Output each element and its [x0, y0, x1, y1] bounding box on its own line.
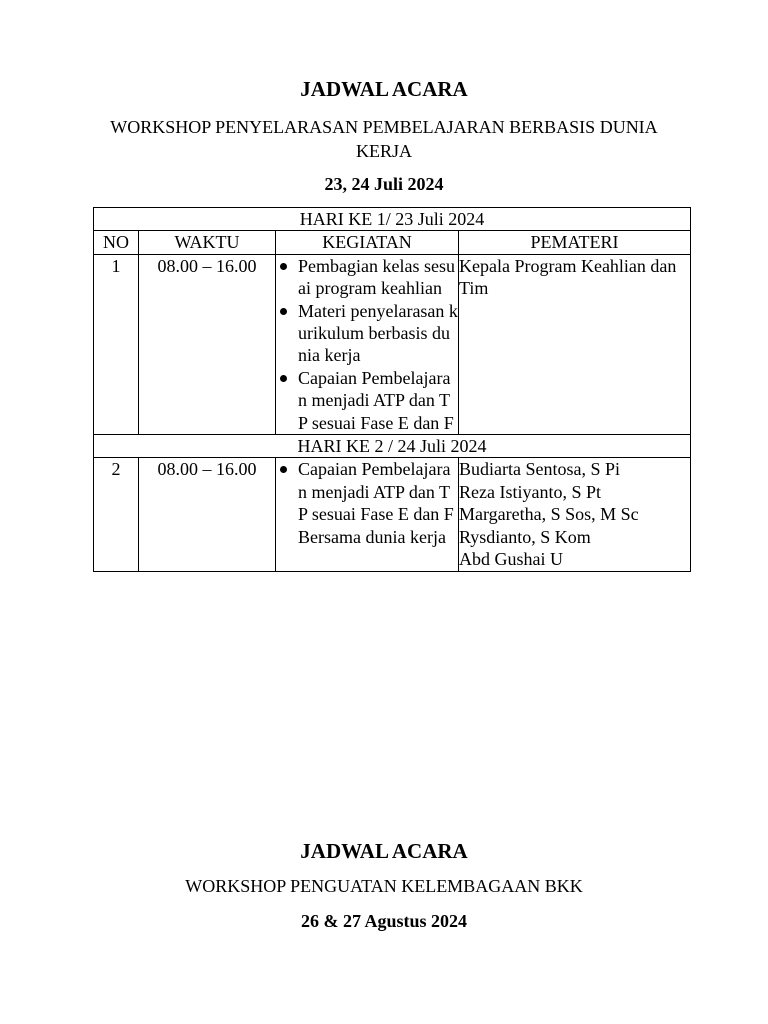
- column-header-no: NO: [94, 231, 139, 254]
- row-time: 08.00 – 16.00: [139, 458, 276, 571]
- activity-item: [276, 300, 458, 367]
- speaker-name: Abd Gushai U: [459, 549, 563, 570]
- day-header: HARI KE 1/ 23 Juli 2024: [94, 208, 691, 231]
- bullet-icon: [280, 263, 287, 270]
- activity-item: [276, 458, 458, 525]
- bullet-icon: [280, 466, 287, 473]
- activity-cell: [276, 254, 459, 434]
- table-row: [94, 254, 691, 434]
- row-time: 08.00 – 16.00: [139, 254, 276, 434]
- day-header: HARI KE 2 / 24 Juli 2024: [94, 435, 691, 458]
- activity-item: [276, 367, 458, 434]
- activity-cell: [276, 458, 459, 571]
- activity-text: Pembagian kelas sesuai program keahlian: [298, 255, 455, 299]
- activity-list: [276, 458, 458, 525]
- speaker-name: Margaretha, S Sos, M Sc: [459, 504, 639, 525]
- workshop-subtitle: WORKSHOP PENGUATAN KELEMBAGAAN BKK: [185, 876, 583, 896]
- speaker-name: Rysdianto, S Kom: [459, 526, 591, 547]
- bullet-icon: [280, 308, 287, 315]
- activity-item: [276, 255, 458, 300]
- speaker-name: Kepala Program Keahlian dan Tim: [459, 255, 677, 299]
- agenda-title: JADWAL ACARA: [300, 839, 468, 863]
- speaker-name: Reza Istiyanto, S Pt: [459, 481, 601, 502]
- day-header-row: [94, 435, 691, 458]
- bullet-icon: [280, 375, 287, 382]
- speaker-name: Budiarta Sentosa, S Pi: [459, 459, 620, 480]
- activity-note: Bersama dunia kerja: [298, 526, 446, 547]
- schedule-table: [93, 207, 691, 572]
- row-number: 1: [94, 254, 139, 434]
- workshop-subtitle: WORKSHOP PENYELARASAN PEMBELAJARAN BERBASIS DUNIA KERJA: [110, 117, 658, 161]
- column-header-row: [94, 231, 691, 254]
- activity-text: Capaian Pembelajaran menjadi ATP dan TP sesuai Fase E dan F: [298, 459, 454, 525]
- speaker-cell: [459, 458, 691, 571]
- row-number: 2: [94, 458, 139, 571]
- column-header-speaker: PEMATERI: [459, 231, 691, 254]
- activity-list: [276, 255, 458, 434]
- activity-text: Capaian Pembelajaran menjadi ATP dan TP sesuai Fase E dan F: [298, 367, 454, 433]
- table-row: [94, 458, 691, 571]
- day-header-row: [94, 208, 691, 231]
- column-header-activity: KEGIATAN: [276, 231, 459, 254]
- workshop-date: 23, 24 Juli 2024: [324, 174, 444, 194]
- workshop-date: 26 & 27 Agustus 2024: [300, 911, 468, 931]
- agenda-title: JADWAL ACARA: [300, 77, 468, 101]
- speaker-cell: [459, 254, 691, 434]
- column-header-time: WAKTU: [139, 231, 276, 254]
- activity-text: Materi penyelarasan kurikulum berbasis dunia kerja: [298, 300, 458, 366]
